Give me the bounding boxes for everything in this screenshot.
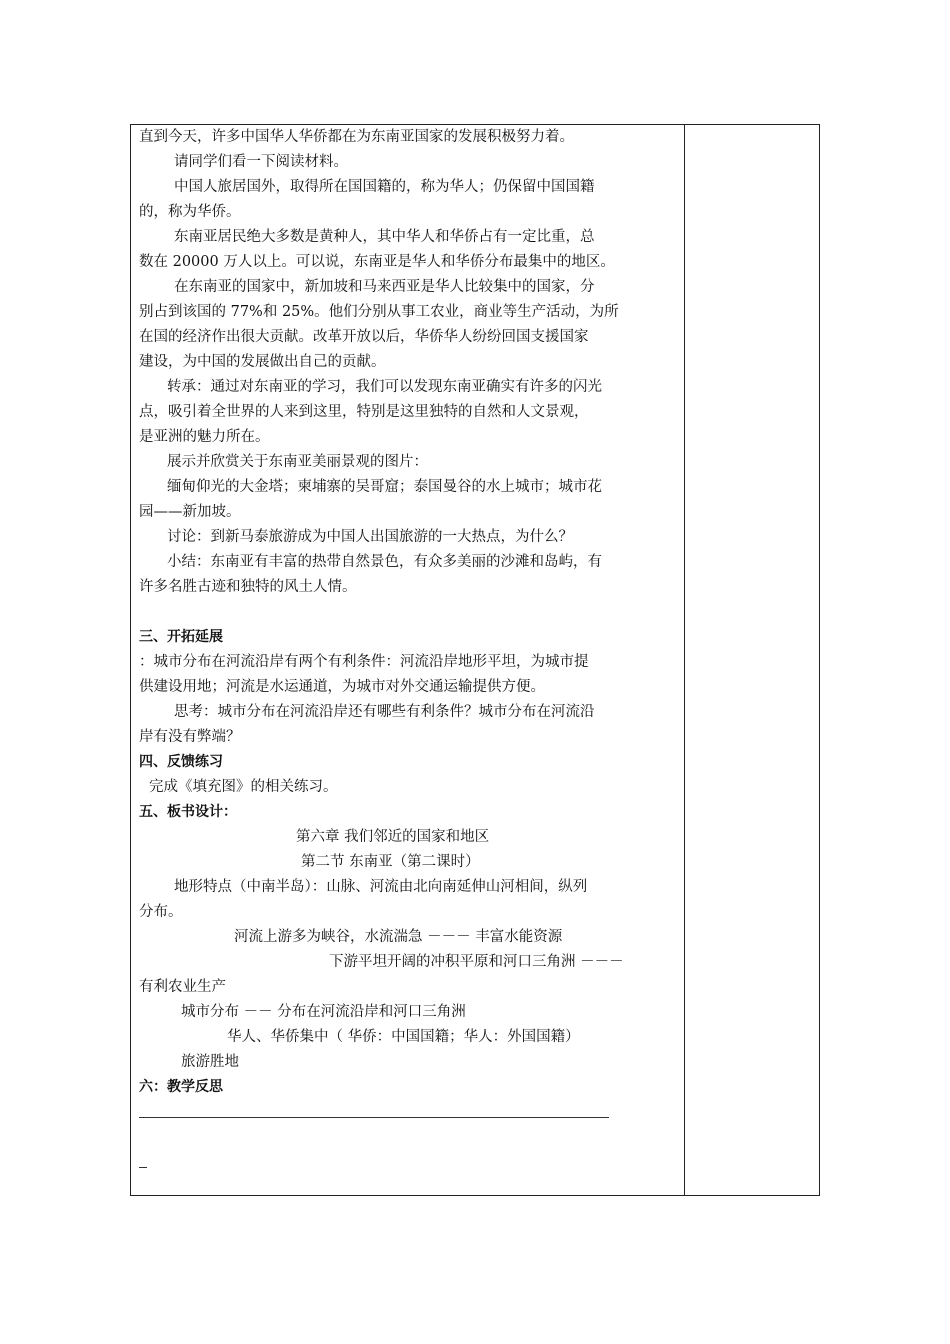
text-line: 许多名胜古迹和独特的风土人情。 (139, 579, 357, 595)
board-title: 第六章 我们邻近的国家和地区 (296, 829, 490, 845)
text-line: 建设，为中国的发展做出自己的贡献。 (139, 354, 386, 370)
section-heading: 六：教学反思 (139, 1079, 223, 1095)
text-line: ：城市分布在河流沿岸有两个有利条件：河流沿岸地形平坦，为城市提 (139, 654, 589, 670)
reflection-dash (139, 1167, 147, 1168)
text-line: 河流上游多为峡谷，水流湍急 －－－ 丰富水能资源 (234, 929, 563, 945)
section-heading: 五、板书设计： (139, 804, 237, 820)
text-line: 分布。 (139, 904, 183, 920)
text-line: 地形特点（中南半岛）：山脉、河流由北向南延伸山河相间，纵列 (174, 879, 588, 895)
text-line: 点，吸引着全世界的人来到这里，特别是这里独特的自然和人文景观， (139, 404, 589, 420)
text-line: 小结：东南亚有丰富的热带自然景色，有众多美丽的沙滩和岛屿，有 (167, 554, 602, 570)
text-line: 城市分布 －－ 分布在河流沿岸和河口三角洲 (181, 1004, 466, 1020)
section-heading: 三、开拓延展 (139, 629, 223, 645)
text-line: 直到今天，许多中国华人华侨都在为东南亚国家的发展积极努力着。 (139, 129, 574, 145)
text-line: 在国的经济作出很大贡献。改革开放以后，华侨华人纷纷回国支援国家 (139, 329, 589, 345)
column-divider (684, 125, 685, 1195)
text-line: 请同学们看一下阅读材料。 (174, 154, 348, 170)
text-line: 在东南亚的国家中，新加坡和马来西亚是华人比较集中的国家，分 (174, 279, 595, 295)
text-line: 转承：通过对东南亚的学习，我们可以发现东南亚确实有许多的闪光 (167, 379, 602, 395)
text-line: 供建设用地；河流是水运通道，为城市对外交通运输提供方便。 (139, 679, 545, 695)
text-line: 完成《填充图》的相关练习。 (149, 779, 338, 795)
text-line: 中国人旅居国外，取得所在国国籍的，称为华人；仍保留中国国籍 (174, 179, 595, 195)
text-line: 展示并欣赏关于东南亚美丽景观的图片： (167, 454, 428, 470)
text-line: 华人、华侨集中（ 华侨：中国国籍；华人：外国国籍） (227, 1029, 580, 1045)
text-line: 有利农业生产 (139, 979, 226, 995)
text-line: 岸有没有弊端？ (139, 729, 241, 745)
board-subtitle: 第二节 东南亚（第二课时） (301, 854, 480, 870)
reflection-underline (139, 1117, 609, 1118)
lesson-plan-table (130, 124, 820, 1196)
text-line: 是亚洲的魅力所在。 (139, 429, 270, 445)
text-line: 别占到该国的 77%和 25%。他们分别从事工农业，商业等生产活动，为所 (139, 304, 619, 320)
text-line: 东南亚居民绝大多数是黄种人，其中华人和华侨占有一定比重，总 (174, 229, 595, 245)
text-line: 讨论：到新马泰旅游成为中国人出国旅游的一大热点，为什么？ (167, 529, 573, 545)
text-line: 数在 20000 万人以上。可以说，东南亚是华人和华侨分布最集中的地区。 (139, 254, 615, 270)
text-line: 缅甸仰光的大金塔；柬埔寨的吴哥窟；泰国曼谷的水上城市；城市花 (167, 479, 602, 495)
text-line: 的，称为华侨。 (139, 204, 241, 220)
section-heading: 四、反馈练习 (139, 754, 223, 770)
text-line: 园——新加坡。 (139, 504, 241, 520)
text-line: 思考：城市分布在河流沿岸还有哪些有利条件？城市分布在河流沿 (174, 704, 595, 720)
text-line: 下游平坦开阔的冲积平原和河口三角洲 －－－ (329, 954, 624, 970)
text-line: 旅游胜地 (181, 1054, 239, 1070)
